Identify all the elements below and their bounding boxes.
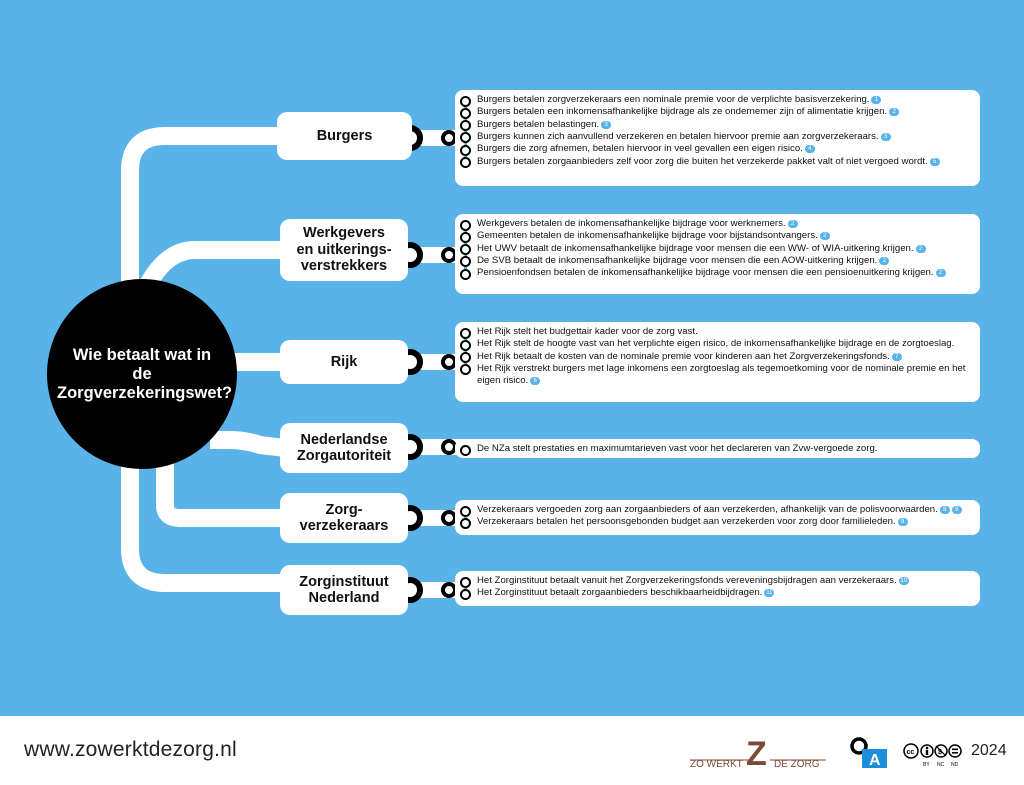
license-label-nd: ND bbox=[951, 762, 959, 768]
reference-badge[interactable]: 7 bbox=[892, 353, 902, 361]
logo-text-left: ZO WERKT bbox=[690, 759, 743, 770]
statement-item bbox=[477, 143, 976, 155]
reference-badge[interactable]: 11 bbox=[766, 590, 773, 597]
statement-item bbox=[477, 267, 976, 279]
statement-text: Burgers betalen zorgverzekeraars een nominale premie voor de verplichte basisverzekering. bbox=[477, 94, 870, 105]
reference-badge[interactable]: 6 bbox=[530, 377, 540, 385]
actor-box bbox=[280, 493, 408, 543]
statement-item bbox=[477, 255, 976, 267]
statement-list bbox=[455, 571, 980, 606]
statement-item bbox=[477, 106, 976, 118]
logo-text-right: DE ZORG bbox=[774, 759, 820, 770]
statement-item bbox=[477, 94, 976, 106]
list-bullet bbox=[460, 244, 471, 255]
list-bullet bbox=[460, 220, 471, 231]
actor-box bbox=[280, 219, 408, 281]
central-question-text: Wie betaalt wat in de Zorgverzekeringswet? bbox=[57, 345, 233, 402]
oa-letter: A bbox=[869, 752, 881, 769]
statement-list bbox=[455, 214, 980, 294]
copyright-year: 2024 bbox=[971, 742, 1007, 759]
statement-item bbox=[477, 218, 976, 230]
statement-text: Het UWV betaalt de inkomensafhankelijke bijdrage voor mensen die een WW- of WIA-uitkering krijgen. bbox=[477, 242, 914, 254]
license-label-nc: NC bbox=[937, 762, 945, 768]
statement-text: Het Rijk betaalt de kosten van de nominale premie voor kinderen aan het Zorgverzekeringsfonds. bbox=[477, 350, 890, 362]
statement-list bbox=[455, 322, 980, 402]
reference-badge[interactable]: 2 bbox=[879, 257, 889, 265]
actor-box bbox=[280, 340, 408, 384]
statement-item bbox=[477, 575, 976, 587]
statement-item bbox=[477, 587, 976, 599]
list-bullet bbox=[460, 364, 471, 375]
list-bullet bbox=[460, 145, 471, 156]
statement-text: Burgers betalen belastingen. bbox=[477, 118, 600, 130]
actor-label: Zorg- verzekeraars bbox=[299, 501, 389, 534]
branch-node-ring bbox=[443, 441, 455, 453]
actor-box bbox=[280, 565, 408, 615]
branch-node-ring bbox=[443, 356, 455, 368]
statement-item bbox=[477, 351, 976, 363]
statement-list bbox=[455, 90, 980, 186]
reference-badge[interactable]: 2 bbox=[889, 108, 899, 116]
list-bullet bbox=[460, 352, 471, 363]
reference-badge[interactable]: 3 bbox=[881, 133, 891, 141]
list-bullet bbox=[460, 328, 471, 339]
statement-text: Burgers betalen een inkomensafhankelijke bijdrage als ze ondernemer zijn of alimentatie krijgen. bbox=[477, 106, 888, 118]
actor-label: Werkgevers en uitkerings- verstrekkers bbox=[296, 225, 392, 275]
statement-item bbox=[477, 338, 976, 350]
logo-mark: Z bbox=[746, 736, 767, 770]
reference-badge[interactable]: 2 bbox=[936, 269, 946, 277]
statement-text: Burgers betalen zorgaanbieders zelf voor zorg die buiten het verzekerde pakket valt of niet vergoed wordt. bbox=[477, 155, 928, 167]
statement-text: Verzekeraars vergoeden zorg aan zorgaanbieders of aan verzekerden, afhankelijk van de polisvoorwaarden. bbox=[477, 504, 938, 515]
list-bullet bbox=[460, 506, 471, 517]
reference-badge[interactable]: 10 bbox=[900, 578, 908, 584]
reference-badge[interactable]: 9 bbox=[952, 506, 962, 514]
reference-badge[interactable]: 9 bbox=[898, 518, 908, 526]
license-label-by: BY bbox=[923, 762, 930, 768]
statement-text: Het Rijk stelt het budgettair kader voor de zorg vast. bbox=[477, 326, 698, 337]
actor-label: Nederlandse Zorgautoriteit bbox=[296, 431, 392, 464]
statement-item bbox=[477, 326, 976, 338]
statement-text: Het Rijk stelt de hoogte vast van het verplichte eigen risico, de inkomensafhankelijke bijdrage en de zorgtoeslag. bbox=[477, 338, 955, 350]
reference-badge[interactable]: 2 bbox=[916, 245, 926, 253]
statement-list bbox=[455, 439, 980, 458]
statement-text: Het Zorginstituut betaalt zorgaanbieders beschikbaarheidbijdragen. bbox=[477, 587, 763, 599]
list-bullet bbox=[460, 132, 471, 143]
website-url[interactable]: www.zowerktdezorg.nl bbox=[24, 738, 237, 761]
list-bullet bbox=[460, 96, 471, 107]
statement-text: Pensioenfondsen betalen de inkomensafhankelijke bijdrage voor mensen die een pensioenuitkering krijgen. bbox=[477, 267, 934, 279]
branch-node-ring bbox=[443, 132, 455, 144]
svg-text:cc: cc bbox=[906, 749, 915, 756]
list-bullet bbox=[460, 577, 471, 588]
reference-badge[interactable]: 1 bbox=[871, 96, 881, 104]
statement-text: Verzekeraars betalen het persoonsgebonden budget aan verzekerden voor zorg door familieleden. bbox=[477, 516, 896, 528]
svg-text:$: $ bbox=[938, 749, 942, 756]
reference-badge[interactable]: 5 bbox=[930, 158, 940, 166]
list-bullet bbox=[460, 518, 471, 529]
statement-item bbox=[477, 119, 976, 131]
statement-item bbox=[477, 516, 976, 528]
actor-label: Zorginstituut Nederland bbox=[299, 573, 389, 606]
list-bullet bbox=[460, 157, 471, 168]
statement-text: Gemeenten betalen de inkomensafhankelijke bijdrage voor bijstandsontvangers. bbox=[477, 230, 818, 242]
branch-node-ring bbox=[443, 249, 455, 261]
list-bullet bbox=[460, 340, 471, 351]
list-bullet bbox=[460, 269, 471, 280]
open-access-icon bbox=[849, 737, 889, 769]
list-bullet bbox=[460, 445, 471, 456]
statement-item bbox=[477, 156, 976, 168]
statement-text: De SVB betaalt de inkomensafhankelijke bijdrage voor mensen die een AOW-uitkering krijgen. bbox=[477, 254, 878, 266]
list-bullet bbox=[460, 589, 471, 600]
statement-item bbox=[477, 363, 976, 387]
list-bullet bbox=[460, 256, 471, 267]
statement-list bbox=[455, 500, 980, 535]
actor-box bbox=[277, 112, 412, 160]
reference-badge[interactable]: 8 bbox=[940, 506, 950, 514]
statement-text: Het Rijk verstrekt burgers met lage inkomens een zorgtoeslag als tegemoetkoming voor de nominale premie en het eigen risico. bbox=[477, 362, 966, 386]
central-question-node bbox=[47, 279, 237, 469]
reference-badge[interactable]: 2 bbox=[788, 220, 798, 228]
statement-text: Het Zorginstituut betaalt vanuit het Zorgverzekeringsfonds vereveningsbijdragen aan verzekeraars. bbox=[477, 575, 897, 586]
list-bullet bbox=[460, 120, 471, 131]
reference-badge[interactable]: 3 bbox=[601, 121, 611, 129]
statement-text: Burgers die zorg afnemen, betalen hiervoor in veel gevallen een eigen risico. bbox=[477, 143, 803, 155]
statement-text: De NZa stelt prestaties en maximumtarieven vast voor het declareren van Zvw-vergoede zorg. bbox=[477, 443, 878, 454]
zo-werkt-de-zorg-logo bbox=[688, 736, 828, 770]
trunk-connector bbox=[210, 440, 285, 448]
reference-badge[interactable]: 4 bbox=[805, 145, 815, 153]
actor-label: Rijk bbox=[330, 353, 358, 370]
list-bullet bbox=[460, 108, 471, 119]
statement-item bbox=[477, 230, 976, 242]
branch-node-ring bbox=[443, 512, 455, 524]
statement-text: Werkgevers betalen de inkomensafhankelijke bijdrage voor werknemers. bbox=[477, 218, 786, 229]
branch-node-ring bbox=[443, 584, 455, 596]
actor-label: Burgers bbox=[316, 127, 373, 144]
actor-box bbox=[280, 423, 408, 473]
statement-item bbox=[477, 131, 976, 143]
creative-commons-license-icon bbox=[903, 742, 965, 768]
list-bullet bbox=[460, 232, 471, 243]
statement-item bbox=[477, 443, 976, 455]
statement-item bbox=[477, 504, 976, 516]
reference-badge[interactable]: 2 bbox=[820, 232, 830, 240]
statement-text: Burgers kunnen zich aanvullend verzekeren en betalen hiervoor premie aan zorgverzekeraars. bbox=[477, 130, 879, 142]
statement-item bbox=[477, 243, 976, 255]
